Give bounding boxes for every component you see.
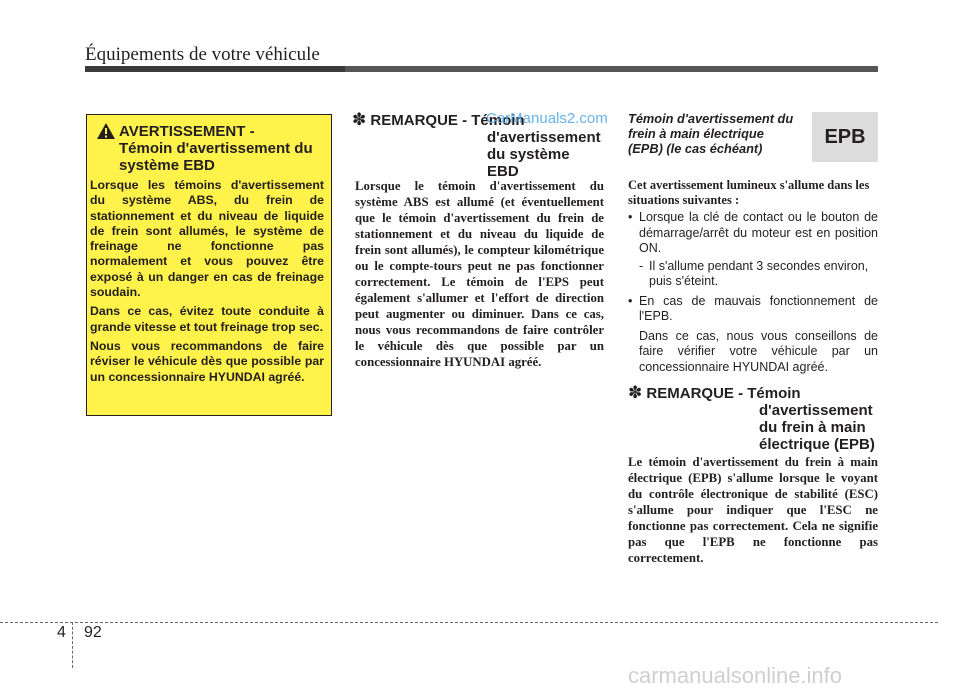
note-epb-heading-line: du frein à main [759,419,866,436]
note-ebd-heading-line: d'avertissement [487,129,601,146]
list-item-text: En cas de mauvais fonctionnement de l'EPB. [639,293,878,323]
warning-title-line: AVERTISSEMENT - [119,123,255,140]
site-watermark: carmanualsonline.info [628,663,843,688]
epb-title-line: frein à main électrique [628,126,764,141]
warning-paragraph: Nous vous recommandons de faire réviser le véhicule dès que possible par un concessionnaire HYUNDAI agréé. [90,338,324,384]
warning-paragraph: Dans ce cas, évitez toute conduite à grande vitesse et tout freinage trop sec. [90,304,324,334]
note-epb-label: REMARQUE - Témoin [646,385,801,402]
page-number: 92 [84,624,102,641]
epb-indicator-tag: EPB [812,112,878,162]
note-ebd-label: REMARQUE - Témoin [370,112,525,129]
list-item [628,210,878,257]
warning-title [119,123,329,174]
epb-section-body [628,178,878,379]
epb-title-line: (EPB) (le cas échéant) [628,141,763,156]
note-asterisk-icon: ✽ [352,110,367,129]
note-epb-heading [628,384,880,453]
list-subitem-text: Il s'allume pendant 3 secondes environ, puis s'éteint. [649,258,869,288]
note-epb-heading-line: d'avertissement [759,402,873,419]
page-header-title: Équipements de votre véhicule [85,44,320,65]
list-item-paragraph: Dans ce cas, nous vous conseillons de faire vérifier votre véhicule par un concessionnaire HYUNDAI agréé. [639,328,878,374]
epb-intro: Cet avertissement lumineux s'allume dans les situations suivantes : [628,178,870,207]
bullet-icon: • [628,210,633,224]
note-ebd-heading-line: EBD [487,163,519,180]
note-epb-body: Le témoin d'avertissement du frein à main électrique (EPB) s'allume lorsque le voyant du contrôle électronique de stabilité (ESC) s'allume pour indiquer que l'ESC ne fonctionne pas correctement. Cela ne signifie pas que l'EPB ne fonctionne pas correctement. [628,455,878,565]
footer-divider [72,622,73,668]
dash-icon: - [639,258,644,273]
warning-body [90,178,324,389]
footer-rule [0,622,938,623]
bullet-icon: • [628,293,633,308]
warning-triangle-icon [96,122,116,140]
note-ebd-body: Lorsque le témoin d'avertissement du système ABS est allumé (et éventuellement que le témoin d'avertissement du frein de stationnement et du niveau du liquide de frein sont allumés), le compteur kilométrique ou le compte-tours peut ne pas fonctionner correctement. Le témoin de l'EPS peut également s'allumer et l'effort de direction peut augmenter ou diminuer. Dans ce cas, nous vous recommandons de faire contrôler le véhicule dès que possible par un concessionnaire HYUNDAI agréé. [355,179,604,369]
warning-paragraph: Lorsque les témoins d'avertissement du système ABS, du frein de stationnement et du niveau de liquide de frein sont allumés, le système de freinage ne fonctionne pas normalement et vous pouvez être exposé à un danger en cas de freinage soudain. [90,178,324,300]
list-item-text: Lorsque la clé de contact ou le bouton de démarrage/arrêt du moteur est en position ON. [639,210,878,255]
warning-title-line: système EBD [119,157,215,174]
epb-section-title [628,111,818,156]
watermark-logo: CarManuals2.com [486,110,608,127]
list-subitem [628,259,878,290]
note-asterisk-icon: ✽ [628,383,643,402]
note-epb-heading-line: électrique (EPB) [759,436,875,453]
header-rule-accent [85,66,345,72]
list-item [628,294,878,325]
warning-title-line: Témoin d'avertissement du [119,140,313,157]
epb-title-line: Témoin d'avertissement du [628,111,794,126]
chapter-number: 4 [57,624,66,641]
note-ebd-heading-line: du système [487,146,570,163]
